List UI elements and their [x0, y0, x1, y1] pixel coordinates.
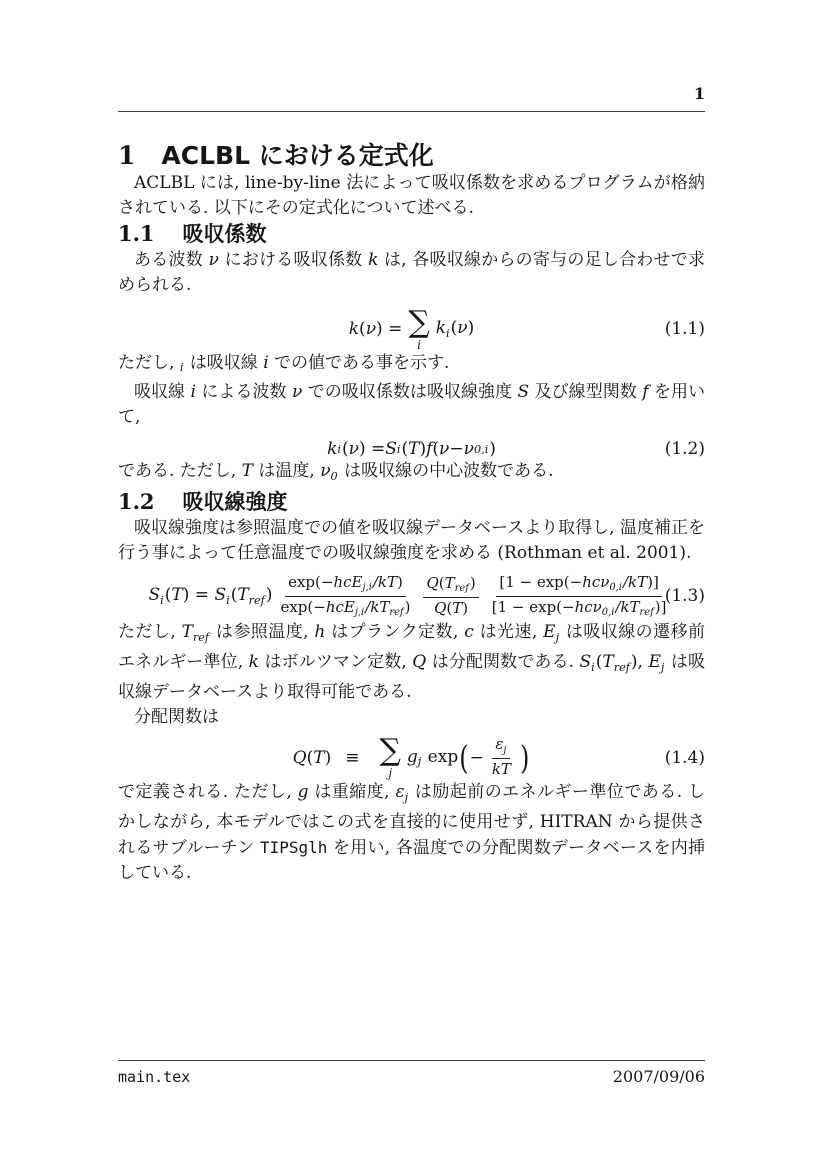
equation-1-2	[118, 439, 705, 459]
equation-1-3	[118, 573, 705, 621]
equation-1-1-rhs: $k_i(\nu)$	[435, 318, 475, 340]
paragraph-line-contribution: 吸収線 i による波数 ν での吸収係数は吸収線強度 S 及び線型関数 f を用いて,	[118, 382, 706, 428]
equation-1-4-coefficient: $g_j$ exp	[406, 746, 459, 769]
note-after-eq-1-3: ただし, $T_{ref}$ は参照温度, h はプランク定数, c は光速, $E_j$ は吸収線の遷移前エネルギー準位, k はボルツマン定数, Q は分配関数である. $S_i(T_{ref})$, $E_j$ は吸収線データベースより取得可能である.	[118, 622, 706, 703]
fraction-boltzmann-factor: $\frac{\varepsilon_j}{kT}$	[491, 735, 511, 779]
equation-number: (1.1)	[664, 319, 705, 339]
equiv-symbol: ≡	[345, 747, 360, 768]
equation-number: (1.4)	[664, 747, 705, 768]
subsection-1-2-title: 吸収線強度	[182, 490, 288, 515]
summation-index: i	[417, 337, 421, 352]
page-footer	[118, 1060, 705, 1086]
header-rule	[118, 111, 705, 112]
equation-1-1-lhs: k(ν) =	[348, 319, 403, 339]
paragraph-absorption-coefficient: ある波数 ν における吸収係数 k は, 各吸収線からの寄与の足し合わせで求められる.	[118, 249, 706, 295]
section-1-heading	[118, 140, 705, 171]
section-title: ACLBL における定式化	[161, 141, 434, 170]
section-number: 1	[118, 141, 136, 170]
subsection-1-2-heading	[118, 489, 705, 515]
note-after-eq-1-4: で定義される. ただし, g は重縮度, $\varepsilon_j$ は励起前のエネルギー準位である. しかしながら, 本モデルではこの式を直接的に使用せず, HITRAN から提供されるサブルーチン TIPSglh を用い, 各温度での分配関数データベースを内挿している.	[118, 781, 705, 883]
subsection-1-2-number: 1.2	[118, 489, 155, 515]
equation-1-4-body: Q(T) ≡ ∑ j $g_j$ exp ( − $\frac{\varepsilon_j}{kT}$ )	[292, 733, 530, 780]
intro-paragraph: ACLBL には, line-by-line 法によって吸収係数を求めるプログラムが格納されている. 以下にその定式化について述べる.	[118, 173, 705, 219]
footer-filename: main.tex	[118, 1068, 191, 1086]
fraction-stimulated-emission: $\frac{[1 - \exp(-hc\nu_{0,i}/kT)]}{[1 - \exp(-hc\nu_{0,i}/kT_{ref})]}$	[491, 572, 667, 619]
equation-1-3-body	[149, 573, 675, 621]
summation-symbol: ∑ i	[408, 304, 430, 352]
note-after-eq-1-1: ただし, $_i$ は吸収線 i での値である事を示す.	[118, 352, 450, 375]
fraction-boltzmann: $\frac{\exp(-hcE_{j,i}/kT)}{\exp(-hcE_{j,i}/kT_{ref})}$	[280, 572, 411, 619]
page-number: 1	[693, 84, 705, 103]
note-after-eq-1-2: である. ただし, T は温度, $\nu_0$ は吸収線の中心波数である.	[118, 461, 554, 484]
subsection-1-1-title: 吸収係数	[182, 222, 267, 247]
equation-1-4-lhs: Q(T)	[292, 747, 332, 768]
paragraph-line-intensity: 吸収線強度は参照温度での値を吸収線データベースより取得し, 温度補正を行う事によって任意温度での吸収線強度を求める (Rothman et al. 2001).	[118, 517, 705, 563]
fraction-partition: $\frac{Q(T_{ref})}{Q(T)}$	[423, 574, 478, 619]
subsection-1-1-heading	[118, 221, 705, 247]
equation-1-2-body: k i ( ν ) = S i ( T ) f ( ν − ν 0,i )	[327, 439, 496, 460]
equation-1-3-lhs: $S_i(T) = S_i(T_{ref})$	[148, 585, 273, 608]
footer-date: 2007/09/06	[612, 1067, 705, 1086]
summation-symbol: ∑ j	[379, 733, 401, 780]
paragraph-partition-function: 分配関数は	[134, 707, 219, 728]
equation-1-4	[118, 735, 705, 780]
equation-1-1	[118, 304, 705, 352]
equation-number: (1.2)	[664, 439, 705, 460]
minus-sign: −	[469, 747, 484, 768]
equation-number: (1.3)	[664, 586, 705, 607]
subsection-1-1-number: 1.1	[118, 221, 155, 247]
equation-1-1-body	[348, 304, 475, 352]
summation-index: j	[388, 766, 393, 780]
